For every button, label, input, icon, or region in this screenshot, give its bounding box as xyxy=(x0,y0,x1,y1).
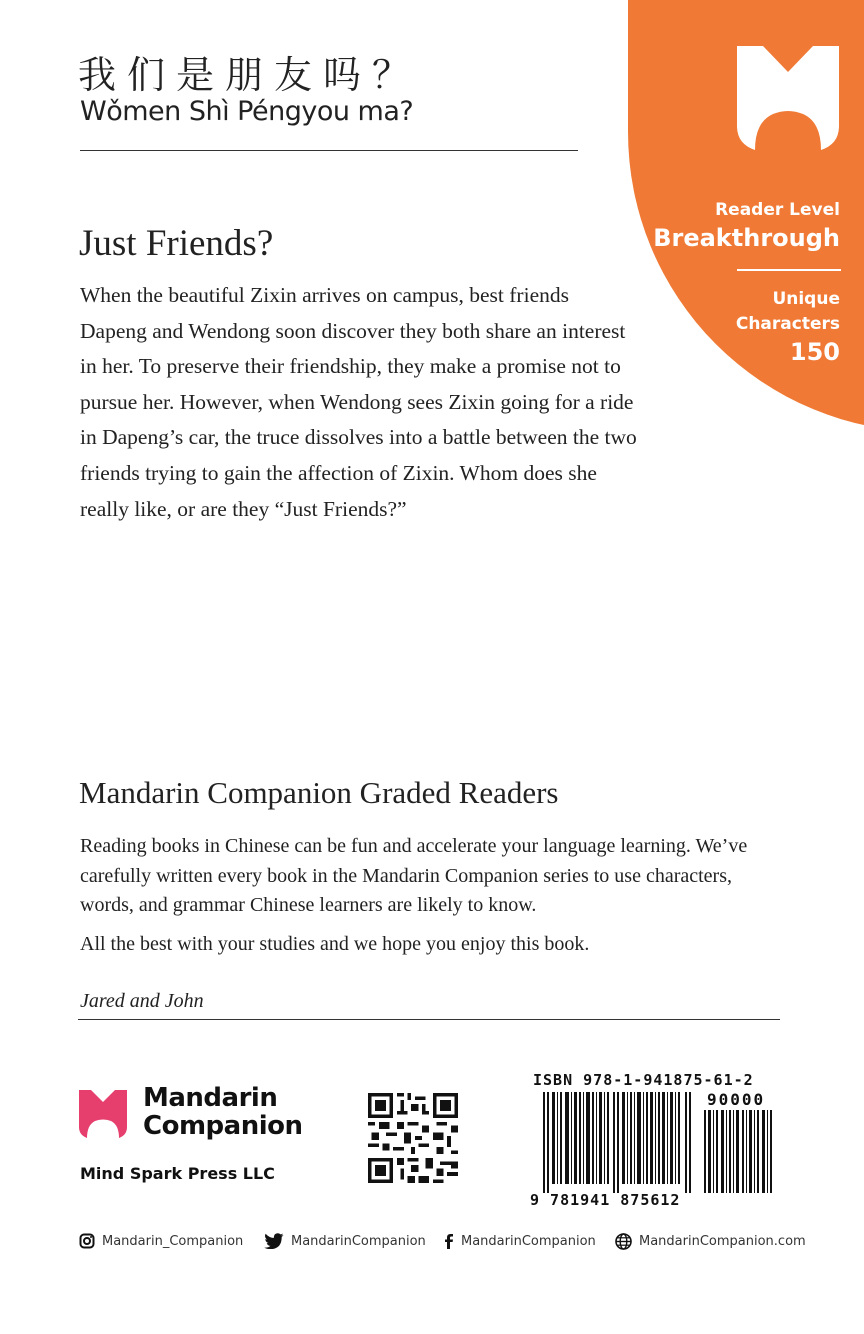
globe-icon xyxy=(615,1233,632,1250)
reader-level-label: Reader Level xyxy=(715,200,840,220)
english-title: Just Friends? xyxy=(79,223,274,264)
book-blurb: When the beautiful Zixin arrives on campus, best friends Dapeng and Wendong soon discover they both share an interest in her. To preserve their friendship, they make a promise not to pursue her. However, when Wendong sees Zixin going for a ride in Dapeng’s car, the truce dissolves into a battle between the two friends trying to gain the affection of Zixin. Whom does she really like, or are they “Just Friends?” xyxy=(80,283,637,521)
publisher-name-line2: Companion xyxy=(143,1111,303,1141)
facebook-handle: MandarinCompanion xyxy=(461,1233,596,1249)
pinyin-title: Wǒmen Shì Péngyou ma? xyxy=(80,96,414,127)
signature-divider xyxy=(78,1019,780,1020)
unique-characters-label xyxy=(736,287,840,337)
press-name: Mind Spark Press LLC xyxy=(80,1164,275,1183)
facebook-link[interactable] xyxy=(444,1233,596,1249)
twitter-link[interactable] xyxy=(264,1233,426,1249)
badge-divider xyxy=(737,269,841,271)
instagram-icon xyxy=(79,1233,95,1249)
barcode-digits: 9 781941 875612 xyxy=(530,1191,681,1209)
twitter-handle: MandarinCompanion xyxy=(291,1233,426,1249)
website-link[interactable] xyxy=(615,1233,806,1250)
twitter-icon xyxy=(264,1233,284,1249)
series-paragraph-1: Reading books in Chinese can be fun and accelerate your language learning. We’ve carefully written every book in the Mandarin Companion series to use characters, words, and grammar Chinese learners are likely to know. xyxy=(80,835,748,916)
unique-label-line2: Characters xyxy=(735,314,840,334)
series-title: Mandarin Companion Graded Readers xyxy=(79,775,559,810)
facebook-icon xyxy=(444,1233,454,1249)
publisher-name xyxy=(143,1084,303,1140)
instagram-handle: Mandarin_Companion xyxy=(102,1233,244,1249)
mandarin-companion-logo-icon xyxy=(735,44,841,152)
publisher-logo-icon xyxy=(78,1089,128,1139)
publisher-name-line1: Mandarin xyxy=(143,1083,278,1113)
unique-characters-value: 150 xyxy=(789,338,840,366)
price-code: 90000 xyxy=(707,1090,766,1109)
isbn-text: ISBN 978-1-941875-61-2 xyxy=(533,1071,754,1089)
qr-code[interactable] xyxy=(368,1093,458,1183)
unique-label-line1: Unique xyxy=(772,289,840,309)
chinese-title: 我们是朋友吗？ xyxy=(78,53,422,97)
title-divider xyxy=(80,150,578,151)
instagram-link[interactable] xyxy=(79,1233,243,1249)
reader-level-value: Breakthrough xyxy=(653,224,840,252)
website-url: MandarinCompanion.com xyxy=(639,1234,806,1249)
series-paragraph-2: All the best with your studies and we hope you enjoy this book. xyxy=(80,933,590,955)
price-addon-barcode xyxy=(704,1110,774,1193)
ean-barcode xyxy=(543,1092,691,1193)
signature: Jared and John xyxy=(80,990,204,1012)
